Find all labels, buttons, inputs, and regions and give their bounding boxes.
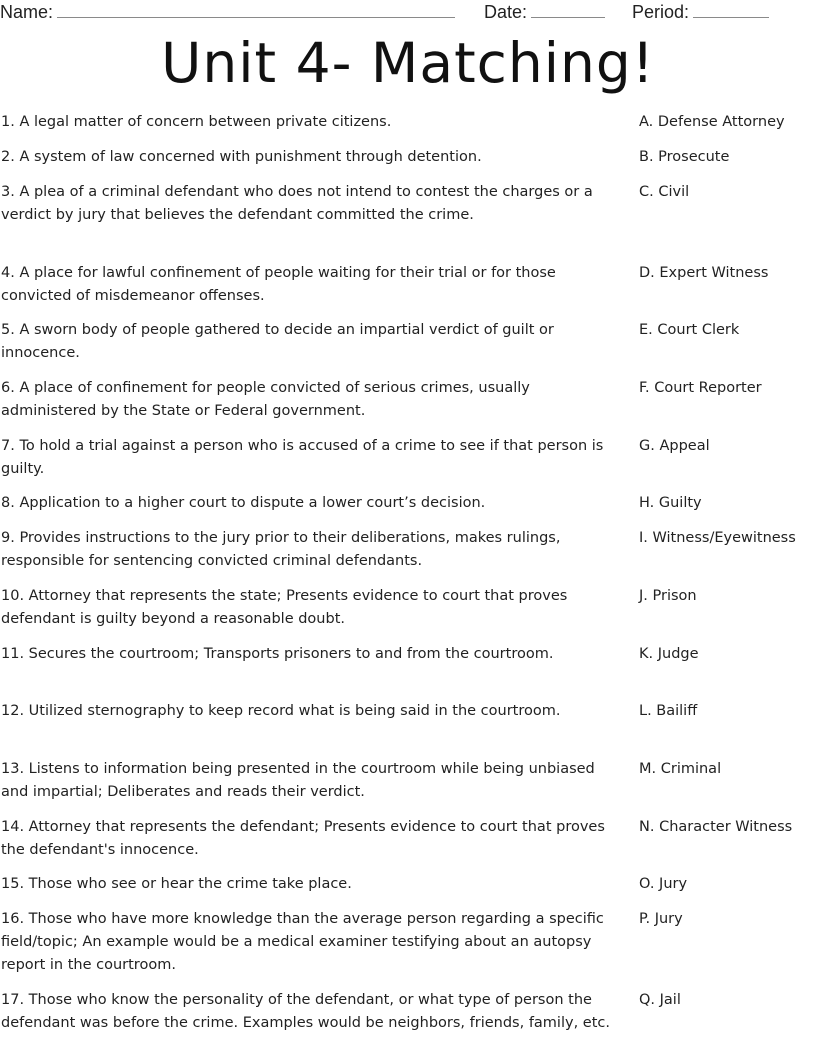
clue-text: 12. Utilized sternography to keep record what is being said in the courtroom. xyxy=(1,703,561,719)
period-field xyxy=(632,0,769,22)
answer-choice: A. Defense Attorney xyxy=(639,114,785,130)
clue-text: 14. Attorney that represents the defendant; Presents evidence to court that proves the defendant's innocence. xyxy=(1,819,605,858)
clue-text: 13. Listens to information being presented in the courtroom while being unbiased and impartial; Deliberates and reads their verdict. xyxy=(1,761,595,800)
answer-choice: B. Prosecute xyxy=(639,149,730,165)
clue-text: 16. Those who have more knowledge than the average person regarding a specific field/topic; An example would be a medical examiner testifying about an autopsy report in the courtroom. xyxy=(1,911,604,973)
clue-text: 11. Secures the courtroom; Transports prisoners to and from the courtroom. xyxy=(1,646,554,662)
worksheet-header xyxy=(0,0,816,22)
name-field xyxy=(0,0,455,22)
clue-text: 8. Application to a higher court to dispute a lower court’s decision. xyxy=(1,495,486,511)
date-field xyxy=(484,0,605,22)
clue-text: 4. A place for lawful confinement of people waiting for their trial or for those convicted of misdemeanor offenses. xyxy=(1,265,556,304)
name-label: Name: xyxy=(0,2,54,22)
clue-text: 17. Those who know the personality of the defendant, or what type of person the defendant was before the crime. Examples would be neighbors, friends, family, etc. xyxy=(1,992,610,1031)
clue-text: 5. A sworn body of people gathered to decide an impartial verdict of guilt or innocence. xyxy=(1,322,554,361)
clue-text: 7. To hold a trial against a person who is accused of a crime to see if that person is guilty. xyxy=(1,438,604,477)
answer-choice: I. Witness/Eyewitness xyxy=(639,530,796,546)
name-blank-line[interactable] xyxy=(57,0,455,18)
worksheet-title: Unit 4- Matching! xyxy=(161,31,655,95)
answer-choice: F. Court Reporter xyxy=(639,380,762,396)
clue-text: 15. Those who see or hear the crime take place. xyxy=(1,876,352,892)
answer-choice: J. Prison xyxy=(639,588,697,604)
answer-choice: E. Court Clerk xyxy=(639,322,740,338)
period-blank-line[interactable] xyxy=(693,0,769,18)
date-label: Date: xyxy=(484,2,528,22)
clue-text: 1. A legal matter of concern between private citizens. xyxy=(1,114,392,130)
answer-choice: O. Jury xyxy=(639,876,688,892)
answer-choice: P. Jury xyxy=(639,911,683,927)
answer-choice: D. Expert Witness xyxy=(639,265,769,281)
answer-choice: H. Guilty xyxy=(639,495,702,511)
clue-text: 9. Provides instructions to the jury prior to their deliberations, makes rulings, responsible for sentencing convicted criminal defendants. xyxy=(1,530,561,569)
answer-choice: M. Criminal xyxy=(639,761,722,777)
answer-choice: Q. Jail xyxy=(639,992,681,1008)
answer-choice: K. Judge xyxy=(639,646,699,662)
clue-text: 2. A system of law concerned with punishment through detention. xyxy=(1,149,482,165)
answer-choice: G. Appeal xyxy=(639,438,710,454)
clue-text: 10. Attorney that represents the state; Presents evidence to court that proves defendant is guilty beyond a reasonable doubt. xyxy=(1,588,568,627)
date-blank-line[interactable] xyxy=(531,0,605,18)
period-label: Period: xyxy=(632,2,690,22)
answer-choice: C. Civil xyxy=(639,184,690,200)
clue-text: 6. A place of confinement for people convicted of serious crimes, usually administered by the State or Federal government. xyxy=(1,380,530,419)
answer-choice: N. Character Witness xyxy=(639,819,793,835)
answer-choice: L. Bailiff xyxy=(639,703,698,719)
clue-text: 3. A plea of a criminal defendant who does not intend to contest the charges or a verdict by jury that believes the defendant committed the crime. xyxy=(1,184,593,223)
